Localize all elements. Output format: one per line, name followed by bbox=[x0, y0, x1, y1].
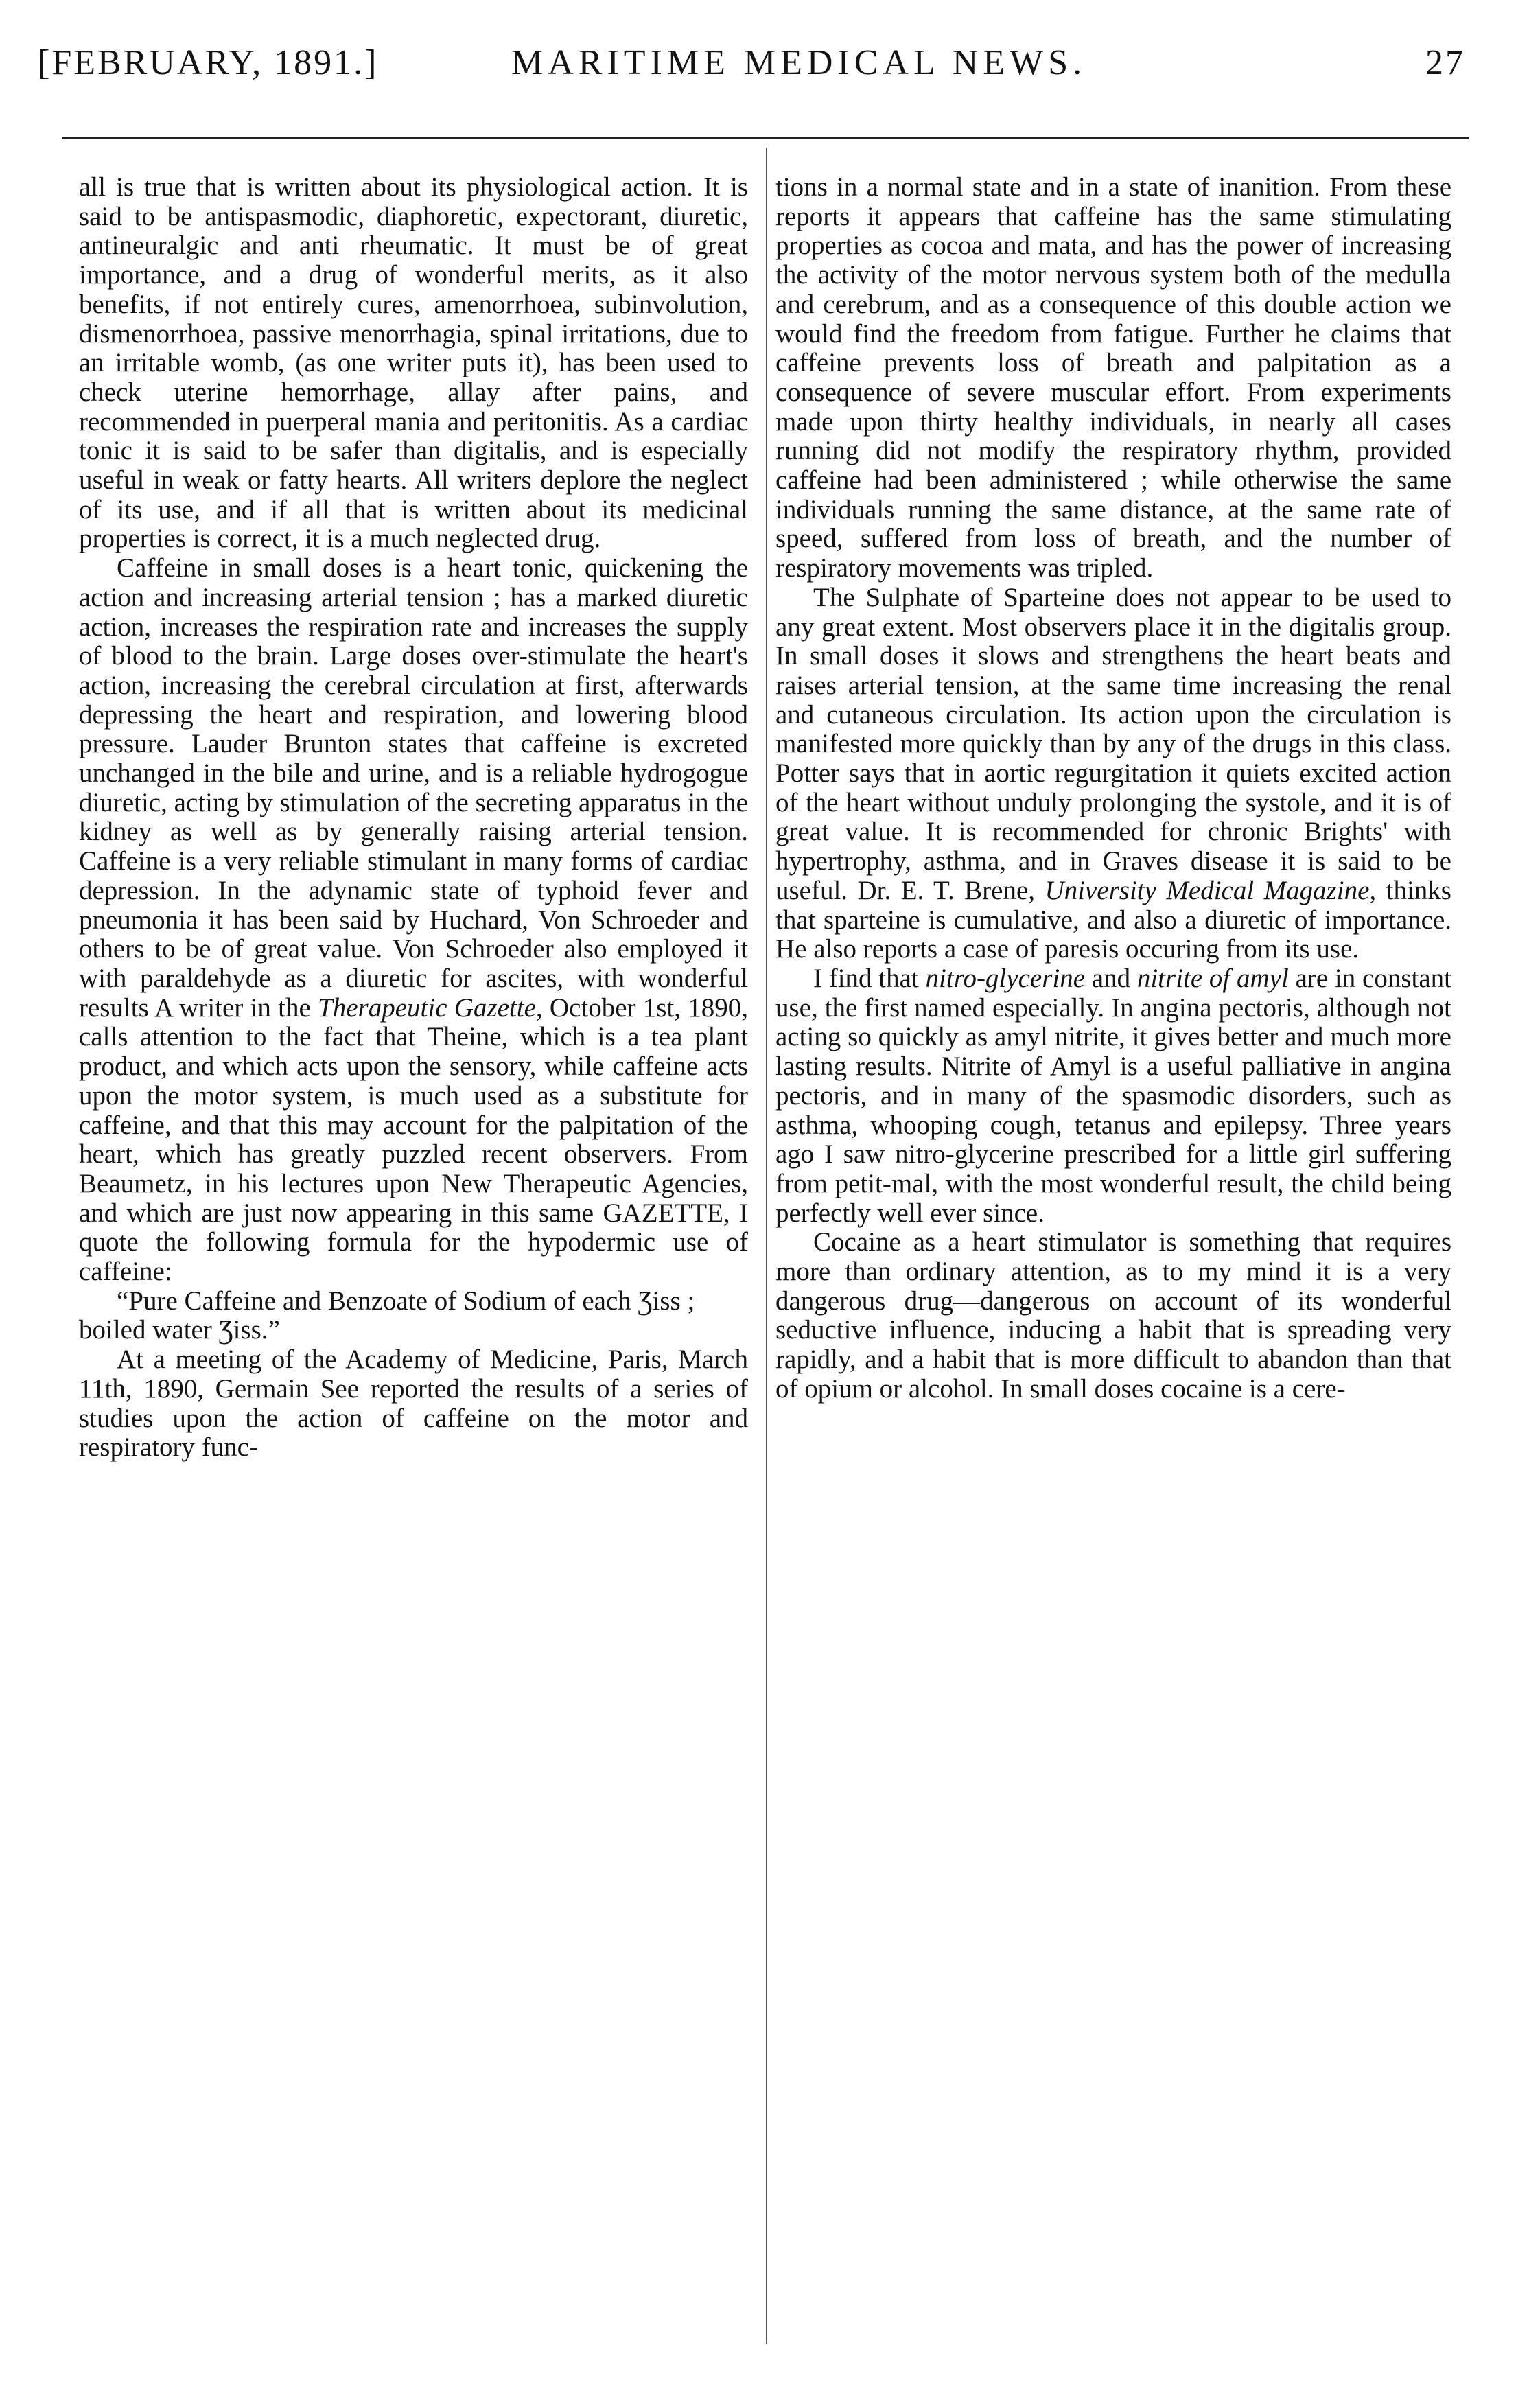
journal-name: University Medical Magazine, bbox=[1045, 875, 1377, 905]
paragraph-text: and bbox=[1085, 963, 1137, 993]
paragraph bbox=[775, 964, 1451, 1228]
paragraph bbox=[79, 554, 748, 1287]
issue-date: [FEBRUARY, 1891.] bbox=[38, 43, 379, 82]
paragraph: tions in a normal state and in a state of inanition. From these reports it appears that caffeine has the same stimulating properties as cocoa and mata, and has the power of increasing the activity of the motor nervous system both of the medulla and cerebrum, and as a consequence of this double action we would find the freedom from fatigue. Further he claims that caffeine prevents loss of breath and palpitation as a consequence of severe muscular effort. From experiments made upon thirty healthy individuals, in nearly all cases running did not modify the respiratory rhythm, provided caffeine had been administered ; while otherwise the same individuals running the same distance, at the same rate of speed, suffered from loss of breath, and the number of respiratory movements was tripled. bbox=[775, 172, 1451, 583]
drug-term: nitro-glycerine bbox=[925, 963, 1086, 993]
page-header bbox=[38, 43, 1465, 104]
page-number: 27 bbox=[1425, 43, 1465, 82]
paragraph-text: are in constant use, the first named especially. In angina pectoris, although not acting so quickly as amyl nitrite, it gives better and much more lasting results. Nitrite of Amyl is a useful palliative in angina pectoris, and in many of the spasmodic disorders, such as asthma, whooping cough, tetanus and epilepsy. Three years ago I saw nitro-glycerine prescribed for a little girl suffering from petit-mal, with the most wonderful result, the child being perfectly well ever since. bbox=[775, 963, 1451, 1228]
formula: “Pure Caffeine and Benzoate of Sodium of each Ʒiss ; boiled water Ʒiss.” bbox=[79, 1286, 695, 1345]
paragraph-text: I find that bbox=[813, 963, 926, 993]
paragraph bbox=[775, 583, 1451, 964]
left-column bbox=[79, 173, 748, 1463]
drug-term: nitrite of amyl bbox=[1136, 963, 1289, 993]
header-rule bbox=[62, 137, 1469, 139]
paragraph-text: Caffeine in small doses is a heart tonic, quickening the action and increasing arterial tension ; has a marked diuretic action, increases the respiration rate and increases the supply of blood to the brain. Large doses over-stimulate the heart's action, increasing the cerebral circulation at first, afterwards depressing the heart and respiration, and lowering blood pressure. Lauder Brunton states that caffeine is excreted unchanged in the bile and urine, and is a reliable hydrogogue diuretic, acting by stimulation of the secreting apparatus in the kidney as well as by generally raising arterial tension. Caffeine is a very reliable stimulant in many forms of cardiac depression. In the adynamic state of typhoid fever and pneumonia it has been said by Huchard, Von Schroeder and others to be of great value. Von Schroeder also employed it with paraldehyde as a diuretic for ascites, with wonderful results A writer in the bbox=[79, 553, 748, 1023]
paragraph-text: October 1st, 1890, calls attention to the fact that Theine, which is a tea plant product, and which acts upon the sensory, while caffeine acts upon the motor system, is much used as a substitute for caffeine, and that this may account for the palpitation of the heart, which has greatly puzzled recent observers. From Beaumetz, in his lectures upon New Therapeutic Agencies, and which are just now appearing in this same GAZETTE, I quote the following formula for the hypodermic use of caffeine: bbox=[79, 992, 749, 1287]
column-divider bbox=[766, 148, 767, 2344]
paragraph: all is true that is written about its physiological action. It is said to be antispasmodic, diaphoretic, expectorant, diuretic, antineuralgic and anti rheumatic. It must be of great importance, and a drug of wonderful merits, as it also benefits, if not entirely cures, amenorrhoea, subinvolution, dismenorrhoea, passive menorrhagia, spinal irritations, due to an irritable womb, (as one writer puts it), has been used to check uterine hemorrhage, allay after pains, and recommended in puerperal mania and peritonitis. As a cardiac tonic it is said to be safer than digitalis, and is especially useful in weak or fatty hearts. All writers deplore the neglect of its use, and if all that is written about its medicinal properties is correct, it is a much neglected drug. bbox=[79, 172, 748, 554]
paragraph-text: The Sulphate of Sparteine does not appear to be used to any great extent. Most observers place it in the digitalis group. In small doses it slows and strengthens the heart beats and raises arterial tension, at the same time increasing the renal and cutaneous circulation. Its action upon the circulation is manifested more quickly than by any of the drugs in this class. Potter says that in aortic regurgitation it quiets excited action of the heart without unduly prolonging the systole, and it is of great value. It is recommended for chronic Brights' with hypertrophy, asthma, and in Graves disease it is said to be useful. Dr. E. T. Brene, bbox=[775, 582, 1451, 905]
journal-title: MARITIME MEDICAL NEWS. bbox=[511, 43, 1087, 82]
paragraph-text: thinks that sparteine is cumulative, and also a diuretic of importance. He also reports a case of paresis occuring from its use. bbox=[775, 875, 1451, 964]
journal-name: Therapeutic Gazette, bbox=[318, 992, 543, 1023]
paragraph: At a meeting of the Academy of Medicine, Paris, March 11th, 1890, Germain See reported the results of a series of studies upon the action of caffeine on the motor and respiratory func- bbox=[79, 1345, 748, 1463]
right-column bbox=[775, 173, 1451, 1404]
paragraph: Cocaine as a heart stimulator is something that requires more than ordinary attention, as to my mind it is a very dangerous drug—dangerous on account of its wonderful seductive influence, inducing a habit that is spreading very rapidly, and a habit that is more difficult to abandon than that of opium or alcohol. In small doses cocaine is a cere- bbox=[775, 1227, 1451, 1404]
